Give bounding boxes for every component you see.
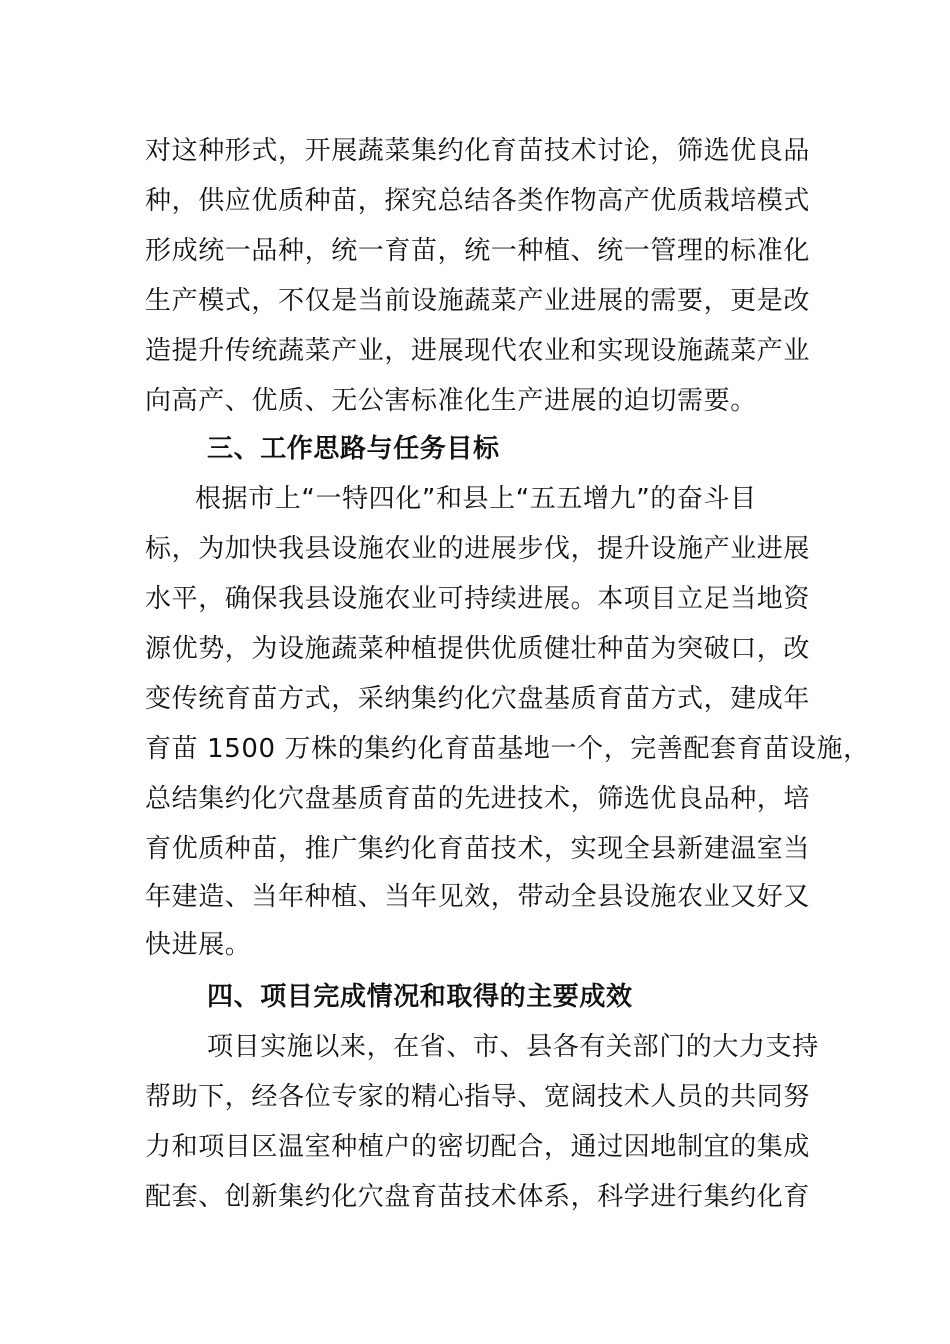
- paragraph-line: 年建造、当年种植、当年见效，带动全县设施农业又好又: [145, 882, 811, 912]
- paragraph-line: 根据市上“一特四化”和县上“五五增九”的奋斗目: [195, 484, 757, 514]
- section-heading: 四、项目完成情况和取得的主要成效: [207, 982, 633, 1012]
- paragraph-line: 水平，确保我县设施农业可持续进展。本项目立足当地资: [145, 584, 811, 614]
- paragraph-line: 形成统一品种，统一育苗，统一种植、统一管理的标准化: [145, 236, 811, 266]
- paragraph-line: 对这种形式，开展蔬菜集约化育苗技术讨论，筛选优良品: [145, 136, 811, 166]
- paragraph-line: 种，供应优质种苗，探究总结各类作物高产优质栽培模式: [145, 186, 811, 216]
- section-heading: 三、工作思路与任务目标: [207, 434, 500, 464]
- paragraph-line: 标，为加快我县设施农业的进展步伐，提升设施产业进展: [145, 534, 811, 564]
- paragraph-line: 项目实施以来，在省、市、县各有关部门的大力支持: [207, 1032, 819, 1062]
- paragraph-line: 力和项目区温室种植户的密切配合，通过因地制宜的集成: [145, 1132, 811, 1162]
- paragraph-line: 配套、创新集约化穴盘育苗技术体系，科学进行集约化育: [145, 1182, 811, 1212]
- paragraph-line: 育优质种苗，推广集约化育苗技术，实现全县新建温室当: [145, 834, 811, 864]
- paragraph-line: 变传统育苗方式，采纳集约化穴盘基质育苗方式，建成年: [145, 684, 811, 714]
- paragraph-line: 总结集约化穴盘基质育苗的先进技术，筛选优良品种，培: [145, 784, 811, 814]
- paragraph-line: 造提升传统蔬菜产业，进展现代农业和实现设施蔬菜产业: [145, 336, 811, 366]
- paragraph-line: 帮助下，经各位专家的精心指导、宽阔技术人员的共同努: [145, 1082, 811, 1112]
- paragraph-line: 快进展。: [145, 930, 252, 960]
- paragraph-line: 育苗 1500 万株的集约化育苗基地一个，完善配套育苗设施，: [145, 734, 870, 764]
- paragraph-line: 源优势，为设施蔬菜种植提供优质健壮种苗为突破口，改: [145, 634, 811, 664]
- paragraph-line: 生产模式，不仅是当前设施蔬菜产业进展的需要，更是改: [145, 286, 811, 316]
- paragraph-line: 向高产、优质、无公害标准化生产进展的迫切需要。: [145, 386, 757, 416]
